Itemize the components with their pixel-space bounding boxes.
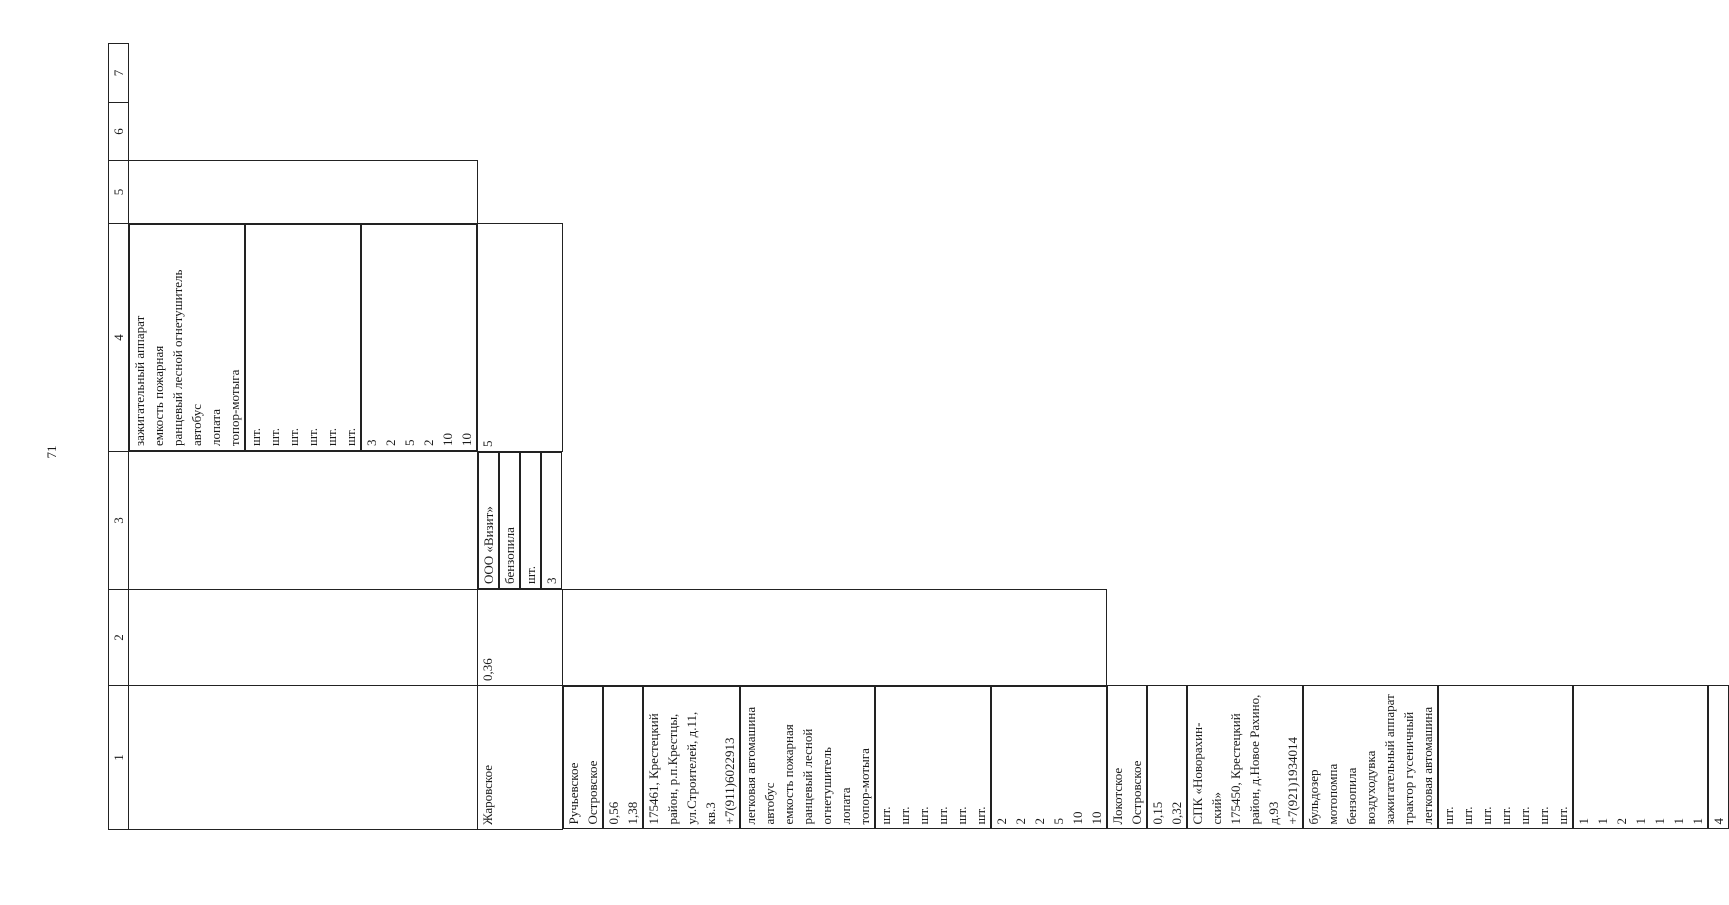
- quantity: 1: [1594, 818, 1610, 825]
- header-col-1: 1: [109, 686, 129, 830]
- quantity: 2: [1031, 818, 1047, 825]
- table-row-blank: [129, 44, 478, 830]
- quantity: 1: [1575, 818, 1591, 825]
- table-row-ruchevskoe: [562, 44, 1107, 830]
- area-cell: [603, 686, 643, 830]
- table-header-row: [109, 44, 129, 830]
- settlement-name: Островское: [1128, 760, 1144, 825]
- area-cell: 0,36: [478, 590, 563, 686]
- quantities-cell: [541, 452, 562, 589]
- item-name: легковая автомашина: [1419, 706, 1435, 825]
- quantity: 1: [1651, 818, 1667, 825]
- item-name: ранцевый лесной огнетушитель: [170, 269, 185, 446]
- item-name: зажигательный аппарат: [132, 315, 147, 446]
- quantity: 2: [993, 818, 1009, 825]
- table-row-zharovskoe: [478, 44, 563, 830]
- unit: шт.: [343, 428, 358, 446]
- unit: шт.: [248, 428, 263, 446]
- items-cell: [129, 224, 245, 451]
- unit: шт.: [1516, 806, 1532, 825]
- table-cell: [129, 590, 478, 686]
- page-number: 71: [44, 445, 59, 459]
- unit: шт.: [934, 806, 950, 825]
- unit: шт.: [523, 566, 538, 584]
- unit: шт.: [915, 806, 931, 825]
- item-name: зажигательный аппарат: [1381, 694, 1397, 825]
- item-name: лопата: [208, 409, 223, 446]
- col7-value: 4: [1710, 818, 1726, 825]
- quantity: 2: [383, 439, 398, 446]
- settlement-name: Локотское: [1109, 767, 1125, 825]
- area-value: 0,56: [605, 801, 621, 825]
- table-cell: [129, 161, 478, 224]
- item-name: емкость пожарная: [151, 345, 166, 446]
- area-value: 0,32: [1168, 801, 1184, 825]
- item-name: автобус: [761, 782, 777, 825]
- item-name: автобус: [189, 404, 204, 446]
- header-col-4: 4: [109, 224, 129, 452]
- item-name: мотопомпа: [1324, 763, 1340, 825]
- header-col-7: 7: [109, 44, 129, 103]
- unit: шт.: [953, 806, 969, 825]
- settlement-name: Ручьевское: [565, 762, 581, 825]
- unit: шт.: [1497, 806, 1513, 825]
- area-cell: [1147, 686, 1187, 830]
- unit: шт.: [1554, 806, 1570, 825]
- item-name: бульдозер: [1305, 769, 1321, 825]
- quantity: 10: [1069, 811, 1085, 825]
- item-name: емкость пожарная: [780, 724, 796, 825]
- header-col-6: 6: [109, 103, 129, 161]
- quantity: 10: [440, 433, 455, 446]
- unit: шт.: [896, 806, 912, 825]
- rotated-page-content: [108, 44, 1726, 830]
- equipment-table: [108, 43, 1729, 830]
- owner-cell: [478, 452, 499, 589]
- settlement-cell: Жаровское: [478, 686, 563, 830]
- settlement-cell: [563, 686, 603, 830]
- unit: шт.: [286, 428, 301, 446]
- item-name: легковая автомашина: [742, 706, 758, 825]
- unit: шт.: [305, 428, 320, 446]
- unit: шт.: [1459, 806, 1475, 825]
- unit: шт.: [1478, 806, 1494, 825]
- units-cell: [520, 452, 541, 589]
- items-cell: [1303, 686, 1438, 830]
- items-cell: [499, 452, 520, 589]
- quantity: 3: [544, 577, 559, 584]
- item-name: лопата: [837, 787, 853, 825]
- units-cell: [245, 224, 361, 451]
- item-name: воздуходувка: [1362, 750, 1378, 825]
- item-name: ранцевый лесной огнетушитель: [799, 728, 834, 825]
- units-cell: [875, 686, 991, 830]
- owner-cell: [643, 686, 740, 830]
- item-name: бензопила: [1343, 767, 1359, 825]
- area-value: 1,38: [624, 801, 640, 825]
- quantity: 3: [364, 439, 379, 446]
- header-col-3: 3: [109, 452, 129, 590]
- units-cell: [1438, 686, 1573, 830]
- table-cell: [129, 452, 478, 590]
- item-name: трактор гусеничный: [1400, 711, 1416, 825]
- settlement-cell: [1107, 686, 1147, 830]
- unit: шт.: [1440, 806, 1456, 825]
- owner-name: СПК «Новорахин-ский»: [1189, 722, 1224, 825]
- col7-cell: [1708, 686, 1729, 830]
- quantity: 1: [1689, 818, 1705, 825]
- quantity: 2: [1012, 818, 1028, 825]
- quantity: 2: [1613, 818, 1629, 825]
- owner-cell: [1187, 686, 1303, 830]
- unit: шт.: [324, 428, 339, 446]
- unit: шт.: [972, 806, 988, 825]
- unit: шт.: [267, 428, 282, 446]
- item-name: бензопила: [502, 527, 517, 584]
- quantity: 2: [421, 439, 436, 446]
- quantity: 10: [1088, 811, 1104, 825]
- owner-line: ООО «Визит»: [481, 506, 496, 584]
- items-cell: [740, 686, 875, 830]
- quantity: 1: [1632, 818, 1648, 825]
- area-value: 0,15: [1149, 801, 1165, 825]
- owner-phone: +7(921)1934014: [1284, 737, 1300, 825]
- quantities-cell: [361, 224, 477, 451]
- header-col-5: 5: [109, 161, 129, 224]
- quantity: 5: [1050, 818, 1066, 825]
- settlement-name: Островское: [584, 760, 600, 825]
- table-cell: [129, 686, 478, 830]
- unit: шт.: [877, 806, 893, 825]
- col7-cell: [562, 590, 1107, 686]
- table-row-lokotskoe: [1107, 44, 1729, 830]
- quantity: 5: [402, 439, 417, 446]
- header-col-2: 2: [109, 590, 129, 686]
- quantities-cell: [1573, 686, 1708, 830]
- item-name: топор-мотыга: [856, 748, 872, 825]
- quantities-cell: [991, 686, 1107, 830]
- quantity: 1: [1670, 818, 1686, 825]
- owner-address: 175450, Крестецкий район, д.Новое Рахино, д.93: [1227, 694, 1281, 825]
- owner-address: 175461, Крестецкий район, р.п.Крестцы, ул.Строителей, д.11, кв.3: [645, 711, 718, 825]
- item-name: топор-мотыга: [227, 369, 242, 446]
- owner-phone: +7(911)6022913: [721, 737, 737, 825]
- quantity: 10: [459, 433, 474, 446]
- unit: шт.: [1535, 806, 1551, 825]
- col7-cell: 5: [478, 224, 563, 452]
